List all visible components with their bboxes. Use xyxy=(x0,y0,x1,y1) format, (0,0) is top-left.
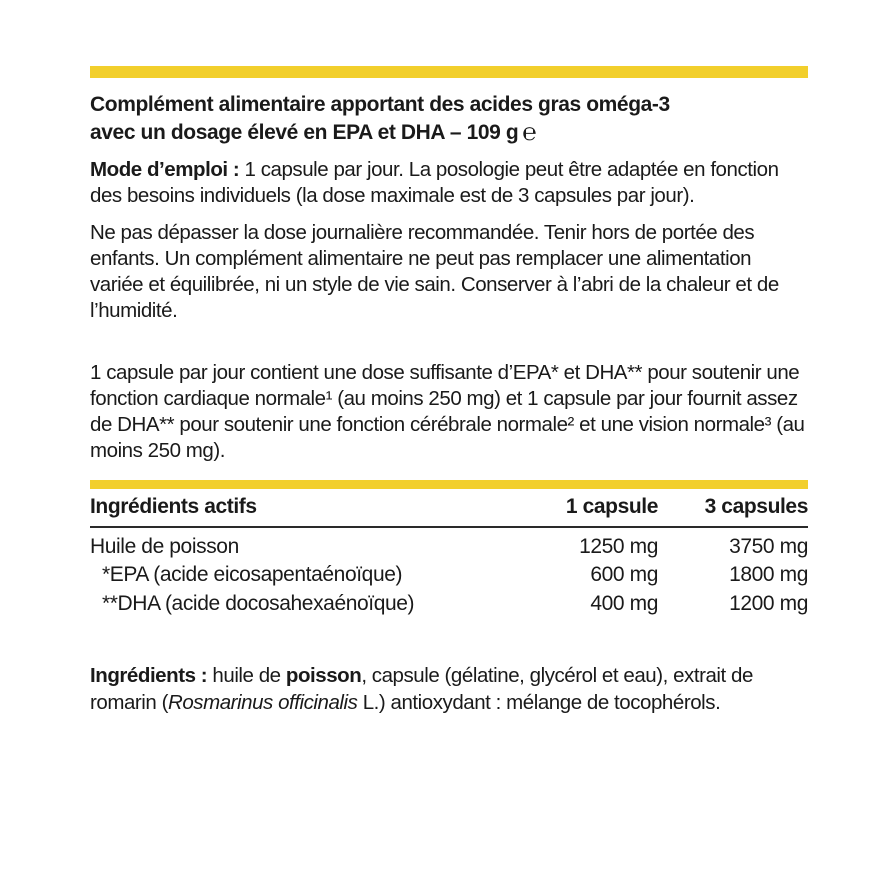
header-1-capsule: 1 capsule xyxy=(538,489,658,527)
directions-label: Mode d’emploi : xyxy=(90,158,240,181)
header-active-ingredients: Ingrédients actifs xyxy=(90,489,538,527)
latin-name: Rosmarinus officinalis xyxy=(167,691,358,714)
dose-1-capsule: 1250 mg xyxy=(579,535,658,558)
active-ingredients-table xyxy=(90,489,808,618)
title-line-1: Complément alimentaire apportant des acides gras oméga-3 xyxy=(90,93,670,116)
table-row xyxy=(90,589,808,618)
ingredients-label: Ingrédients : xyxy=(90,664,208,687)
ingredients-section xyxy=(90,662,808,716)
warnings-paragraph: Ne pas dépasser la dose journalière recommandée. Tenir hors de portée des enfants. Un complément alimentaire ne peut pas remplacer une alimentation variée et équilibrée, ni un style de vie sain. Conserver à l’abri de la chaleur et de l’humidité. xyxy=(90,221,779,322)
ingredients-text-1: huile de xyxy=(207,664,286,687)
ingredients-text-3: L.) antioxydant : mélange de tocophérols. xyxy=(357,691,721,714)
title-line-2-text: avec un dosage élevé en EPA et DHA – 109 g xyxy=(90,121,519,144)
product-title xyxy=(90,92,808,146)
table-header-row xyxy=(90,489,808,527)
table-row xyxy=(90,560,808,589)
dose-3-capsules: 3750 mg xyxy=(729,535,808,558)
ingredient-name: Huile de poisson xyxy=(90,535,239,558)
title-line-2 xyxy=(90,118,808,146)
ingredients-paragraph xyxy=(90,662,808,716)
label-content xyxy=(90,66,808,716)
top-yellow-rule xyxy=(90,66,808,78)
directions-paragraph xyxy=(90,157,808,209)
ingredient-name: **DHA (acide docosahexaénoïque) xyxy=(102,592,415,615)
dose-1-capsule: 400 mg xyxy=(590,592,658,615)
middle-yellow-rule xyxy=(90,480,808,489)
ingredients-text-2: , capsule (gélatine, glycérol et eau), extrait de romarin ( xyxy=(90,664,753,714)
health-claims-paragraph: 1 capsule par jour contient une dose suffisante d’EPA* et DHA** pour soutenir une fonction cardiaque normale¹ (au moins 250 mg) et 1 capsule par jour fournit assez de DHA** pour soutenir une fonction cérébrale normale² et une vision normale³ (au moins 250 mg). xyxy=(90,361,805,462)
allergen-fish: poisson xyxy=(285,664,362,687)
estimated-sign-icon: ℮ xyxy=(522,118,537,146)
dose-3-capsules: 1800 mg xyxy=(729,563,808,586)
ingredient-name: *EPA (acide eicosapentaénoïque) xyxy=(102,563,403,586)
header-3-capsules: 3 capsules xyxy=(658,489,808,527)
directions-text: 1 capsule par jour. La posologie peut être adaptée en fonction des besoins individuels (la dose maximale est de 3 capsules par jour). xyxy=(90,158,779,207)
dose-3-capsules: 1200 mg xyxy=(729,592,808,615)
table-row xyxy=(90,527,808,560)
dose-1-capsule: 600 mg xyxy=(590,563,658,586)
